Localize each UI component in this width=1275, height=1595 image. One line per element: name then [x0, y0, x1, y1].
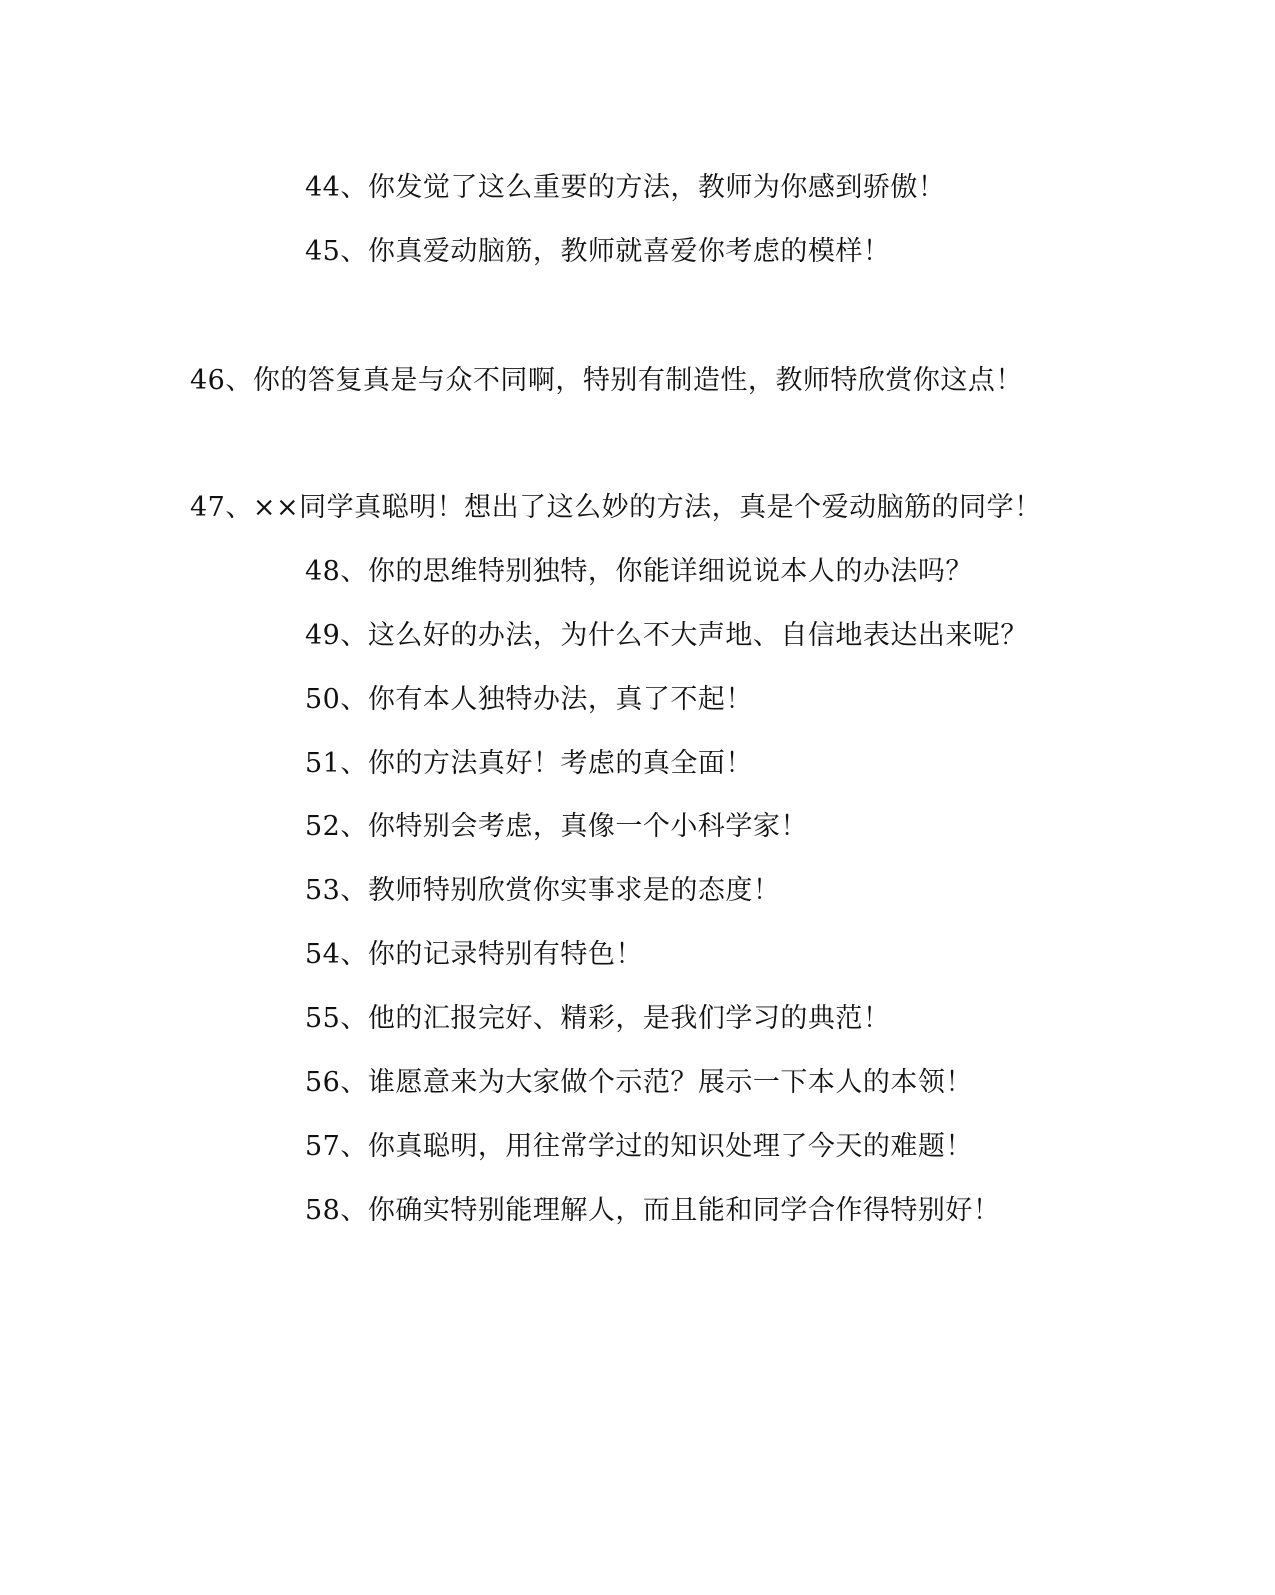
list-item: 46、你的答复真是与众不同啊，特别有制造性，教师特欣赏你这点！	[190, 365, 1023, 396]
list-item: 48、你的思维特别独特，你能详细说说本人的办法吗？	[305, 556, 973, 587]
list-item: 49、这么好的办法，为什么不大声地、自信地表达出来呢？	[305, 620, 1028, 651]
list-item: 55、他的汇报完好、精彩，是我们学习的典范！	[305, 1003, 891, 1034]
list-item: 47、××同学真聪明！想出了这么妙的方法，真是个爱动脑筋的同学！	[190, 492, 1042, 523]
list-item: 51、你的方法真好！考虑的真全面！	[305, 748, 753, 779]
list-item: 57、你真聪明，用往常学过的知识处理了今天的难题！	[305, 1131, 973, 1162]
list-item: 54、你的记录特别有特色！	[305, 939, 643, 970]
list-item: 45、你真爱动脑筋，教师就喜爱你考虑的模样！	[305, 236, 891, 267]
list-item: 52、你特别会考虑，真像一个小科学家！	[305, 811, 808, 842]
list-item: 44、你发觉了这么重要的方法，教师为你感到骄傲！	[305, 172, 946, 203]
list-item: 53、教师特别欣赏你实事求是的态度！	[305, 875, 781, 906]
list-item: 58、你确实特别能理解人，而且能和同学合作得特别好！	[305, 1195, 1001, 1226]
list-item: 50、你有本人独特办法，真了不起！	[305, 684, 753, 715]
list-item: 56、谁愿意来为大家做个示范？展示一下本人的本领！	[305, 1067, 973, 1098]
